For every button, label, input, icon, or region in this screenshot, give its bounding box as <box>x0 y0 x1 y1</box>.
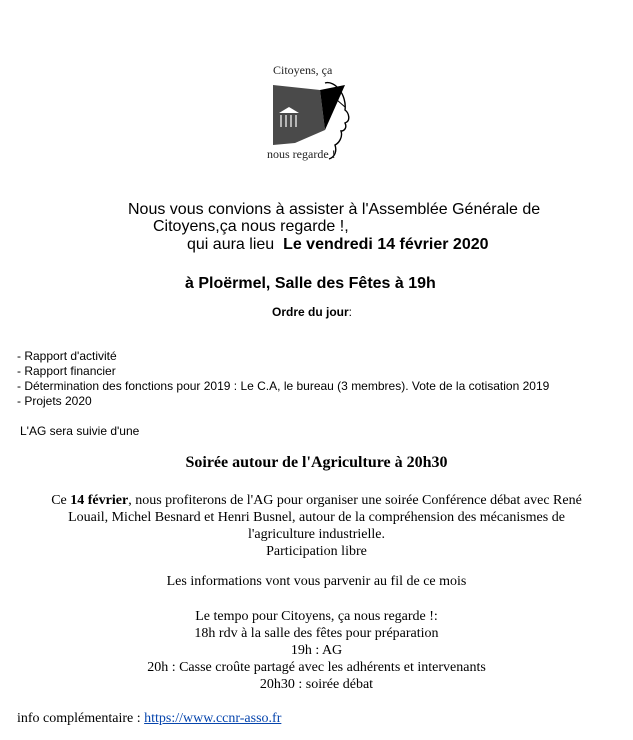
tempo-line: 19h : AG <box>290 643 343 658</box>
tempo-title: Le tempo pour Citoyens, ça nous regarde !: <box>195 609 438 624</box>
logo-text-1: Citoyens, ça <box>273 63 333 77</box>
ag-suivie-text: L'AG sera suivie d'une <box>20 424 140 438</box>
agenda-item: - Rapport d'activité <box>17 349 117 363</box>
ordre-du-jour-heading <box>272 305 352 319</box>
agenda-list <box>17 349 549 409</box>
intro-line-3-prefix: qui aura lieu <box>187 236 275 253</box>
intro-date: Le vendredi 14 février 2020 <box>283 236 489 253</box>
location: à Ploërmel, Salle des Fêtes à 19h <box>185 275 436 292</box>
ordre-du-jour-title: Ordre du jour <box>272 305 349 319</box>
soiree-description <box>0 492 633 560</box>
agenda-item: - Projets 2020 <box>17 394 92 408</box>
info-label: info complémentaire : <box>17 711 145 726</box>
desc-line-4: Participation libre <box>266 544 367 559</box>
desc-line-2: Louail, Michel Besnard et Henri Busnel, autour de la compréhension des mécanismes de <box>68 510 565 525</box>
soiree-title: Soirée autour de l'Agriculture à 20h30 <box>185 454 448 471</box>
desc-line-1-pre: Ce <box>51 493 71 508</box>
desc-date: 14 février <box>70 493 129 508</box>
citoyens-logo <box>265 55 365 170</box>
tempo-line: 20h : Casse croûte partagé avec les adhérents et intervenants <box>147 660 486 675</box>
tempo-line: 20h30 : soirée débat <box>259 677 374 692</box>
agenda-item: - Rapport financier <box>17 364 116 378</box>
intro-line-3 <box>187 236 489 254</box>
desc-line-1 <box>0 492 633 509</box>
tempo-line: 18h rdv à la salle des fêtes pour préparation <box>194 626 439 641</box>
info-complementaire <box>17 711 281 727</box>
logo-text-2: nous regarde ! <box>267 147 336 161</box>
infos-text: Les informations vont vous parvenir au fil de ce mois <box>166 574 467 589</box>
ordre-du-jour-colon: : <box>348 305 353 319</box>
intro-line-2: Citoyens,ça nous regarde !, <box>153 218 349 235</box>
intro-line-1: Nous vous convions à assister à l'Assemblée Générale de <box>128 201 541 218</box>
agenda-item: - Détermination des fonctions pour 2019 : Le C.A, le bureau (3 membres). Vote de la cotisation 2019 <box>17 379 550 393</box>
website-link[interactable]: https://www.ccnr-asso.fr <box>144 711 282 726</box>
desc-line-1-post: , nous profiterons de l'AG pour organiser une soirée Conférence débat avec René <box>128 493 582 508</box>
tempo-block <box>0 608 633 693</box>
desc-line-3: l'agriculture industrielle. <box>247 527 386 542</box>
